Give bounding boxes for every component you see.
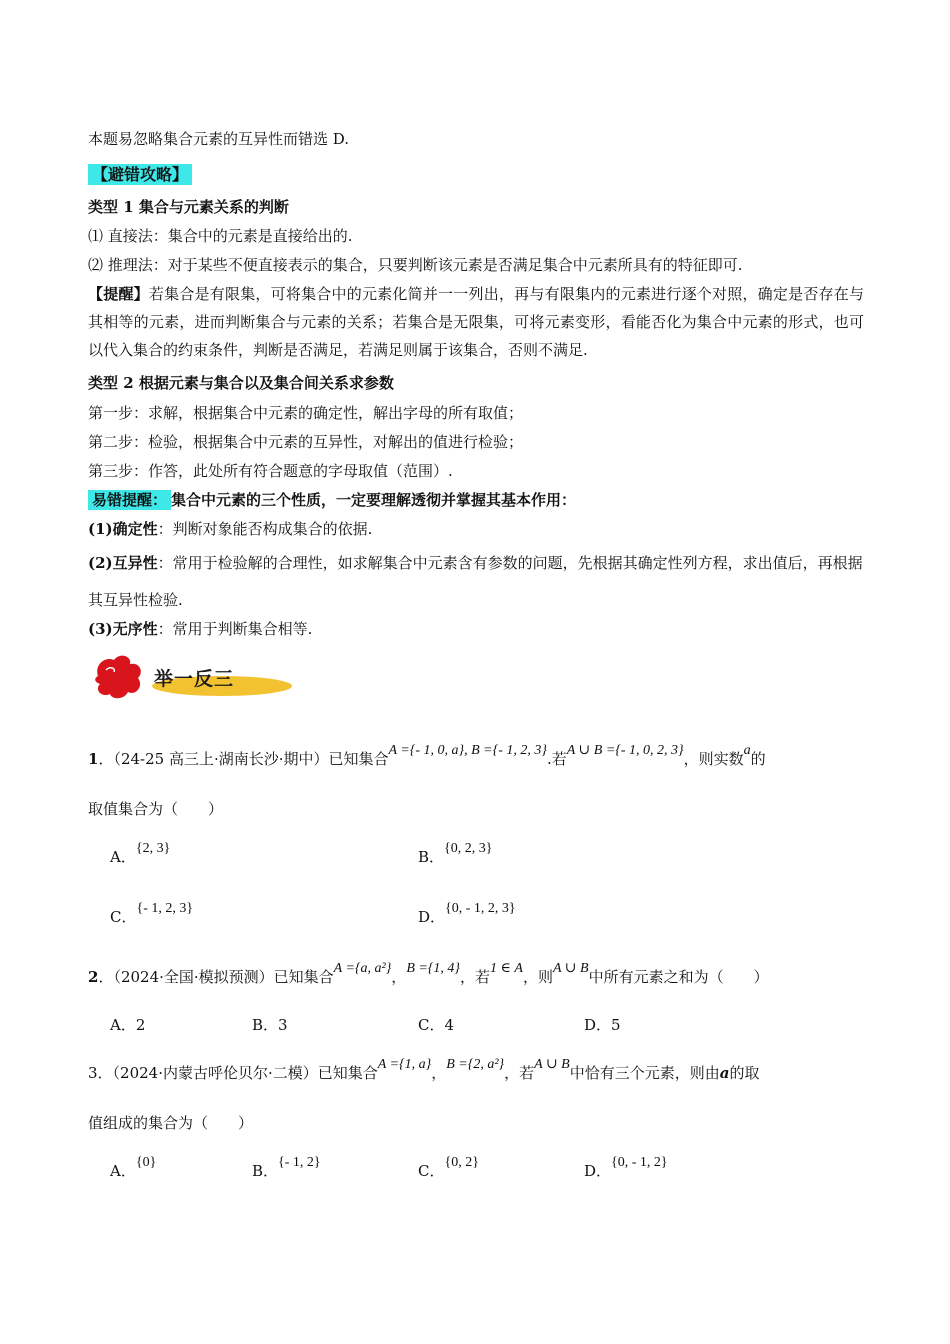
q2-number: 2	[88, 968, 99, 986]
q3-var: a	[719, 1064, 730, 1082]
property-2-label: (2)互异性	[88, 554, 158, 572]
q1-var: a	[743, 743, 751, 758]
q2-option-a[interactable]	[110, 1014, 145, 1035]
property-1	[88, 518, 372, 539]
option-letter: C．	[418, 1162, 445, 1180]
q3-union: A ∪ B	[534, 1057, 570, 1072]
q3-option-b[interactable]	[252, 1155, 321, 1181]
q2-option-c[interactable]	[418, 1014, 454, 1035]
property-3-text: ：常用于判断集合相等.	[157, 620, 313, 638]
q2-option-b[interactable]	[252, 1014, 288, 1035]
q2-suffix: 中所有元素之和为（ ）	[588, 968, 769, 986]
warning-label: 易错提醒：	[88, 490, 171, 510]
option-letter: C．	[418, 1016, 445, 1034]
strategy-tag	[88, 162, 192, 185]
q3-option-c[interactable]	[418, 1155, 479, 1181]
type2-title: 类型 2 根据元素与集合以及集合间关系求参数	[88, 374, 394, 392]
option-value: {0, - 1, 2}	[611, 1155, 668, 1170]
q2-comma: ，	[391, 968, 407, 986]
q3-mid: ，若	[504, 1064, 535, 1082]
q1-option-a[interactable]	[110, 841, 171, 867]
type1-line2: ⑵ 推理法：对于某些不便直接表示的集合，只要判断该元素是否满足集合中元素所具有的特征即可.	[88, 256, 743, 274]
option-letter: A．	[110, 1016, 136, 1034]
q3-stem	[88, 1057, 760, 1083]
q2-set-b: B ={1, 4}	[406, 961, 461, 976]
q1-number: 1	[88, 750, 99, 768]
q3-set-a: A ={1, a}	[377, 1057, 432, 1072]
option-letter: A．	[110, 1162, 136, 1180]
q2-union: A ∪ B	[552, 961, 589, 976]
option-value: 4	[444, 1016, 455, 1034]
tip-label: 【提醒】	[88, 285, 149, 303]
q2-set-a: A ={a, a²}	[333, 961, 392, 976]
q2-mid2: ，则	[522, 968, 553, 986]
type2-step2: 第二步：检验，根据集合中元素的互异性，对解出的值进行检验；	[88, 433, 524, 451]
option-value: {2, 3}	[135, 841, 171, 856]
option-letter: A．	[110, 848, 136, 866]
property-2-text: ：常用于检验解的合理性，如求解集合中元素含有参数的问题，先根据其确定性列方程，求出值后，再根据其互异性检验.	[88, 554, 863, 609]
strategy-tag-label: 【避错攻略】	[88, 164, 192, 185]
option-letter: B．	[252, 1162, 279, 1180]
q2-option-d[interactable]	[584, 1014, 621, 1035]
q3-set-b: B ={2, a²}	[446, 1057, 505, 1072]
q1-suffix: ，则实数	[683, 750, 744, 768]
warning-line	[88, 489, 576, 510]
option-value: {0, - 1, 2, 3}	[445, 901, 516, 916]
warning-text: 集合中元素的三个性质，一定要理解透彻并掌握其基本作用：	[171, 491, 577, 509]
q3-suffix2: 的取	[729, 1064, 760, 1082]
q1-prefix: ．（24-25 高三上·湖南长沙·期中）已知集合	[98, 750, 389, 768]
property-3	[88, 618, 312, 639]
q1-sets: A ={- 1, 0, a}, B ={- 1, 2, 3}	[388, 743, 547, 758]
option-value: {- 1, 2}	[278, 1155, 321, 1170]
option-value: {- 1, 2, 3}	[136, 901, 194, 916]
q3-option-a[interactable]	[110, 1155, 157, 1181]
q2-cond: 1 ∈ A	[490, 961, 523, 976]
q3-suffix: 中恰有三个元素，则由	[569, 1064, 720, 1082]
option-letter: B．	[418, 848, 445, 866]
q1-suffix2: 的	[750, 750, 766, 768]
option-value: 3	[278, 1016, 288, 1034]
property-3-label: (3)无序性	[88, 620, 158, 638]
q3-line2: 值组成的集合为（ ）	[88, 1114, 254, 1132]
q1-union: A ∪ B ={- 1, 0, 2, 3}	[566, 743, 684, 758]
property-1-label: (1)确定性	[88, 520, 158, 538]
intro-line: 本题易忽略集合元素的互异性而错选 D.	[88, 130, 350, 148]
q3-option-d[interactable]	[584, 1155, 668, 1181]
banner-title: 举一反三	[154, 668, 235, 690]
q1-option-b[interactable]	[418, 841, 493, 867]
option-value: 5	[611, 1016, 621, 1034]
q2-mid: ，若	[460, 968, 491, 986]
option-value: {0, 2, 3}	[444, 841, 493, 856]
option-letter: C．	[110, 908, 137, 926]
option-letter: D．	[418, 908, 446, 926]
tip-text: 若集合是有限集，可将集合中的元素化简并一一列出，再与有限集内的元素进行逐个对照，确定是否存在与其相等的元素，进而判断集合与元素的关系；若集合是无限集，可将元素变形，看能否化为集合中元素的形式，也可以代入集合的约束条件，判断是否满足，若满足则属于该集合，否则不满足.	[88, 285, 864, 359]
option-value: {0}	[135, 1155, 157, 1170]
option-letter: D．	[584, 1162, 612, 1180]
type1-title: 类型 1 集合与元素关系的判断	[88, 198, 289, 216]
option-letter: D．	[584, 1016, 612, 1034]
q2-prefix: ．（2024·全国·模拟预测）已知集合	[98, 968, 334, 986]
option-value: {0, 2}	[444, 1155, 479, 1170]
property-1-text: ：判断对象能否构成集合的依据.	[157, 520, 373, 538]
option-letter: B．	[252, 1016, 279, 1034]
option-value: 2	[135, 1016, 146, 1034]
type2-step1: 第一步：求解，根据集合中元素的确定性，解出字母的所有取值；	[88, 404, 524, 422]
q1-option-d[interactable]	[418, 901, 516, 927]
q3-prefix: ．（2024·内蒙古呼伦贝尔·二模）已知集合	[97, 1064, 378, 1082]
type1-line1: ⑴ 直接法：集合中的元素是直接给出的.	[88, 227, 353, 245]
q1-stem	[88, 743, 766, 769]
section-banner	[92, 652, 302, 706]
q1-mid: .若	[546, 750, 567, 768]
q1-option-c[interactable]	[110, 901, 194, 927]
q2-stem	[88, 961, 769, 987]
q3-comma: ，	[431, 1064, 447, 1082]
q3-number: 3	[88, 1064, 98, 1082]
q1-line2: 取值集合为（ ）	[88, 800, 224, 818]
property-2	[88, 545, 864, 619]
type2-step3: 第三步：作答，此处所有符合题意的字母取值（范围）.	[88, 462, 453, 480]
type1-tip	[88, 280, 864, 364]
